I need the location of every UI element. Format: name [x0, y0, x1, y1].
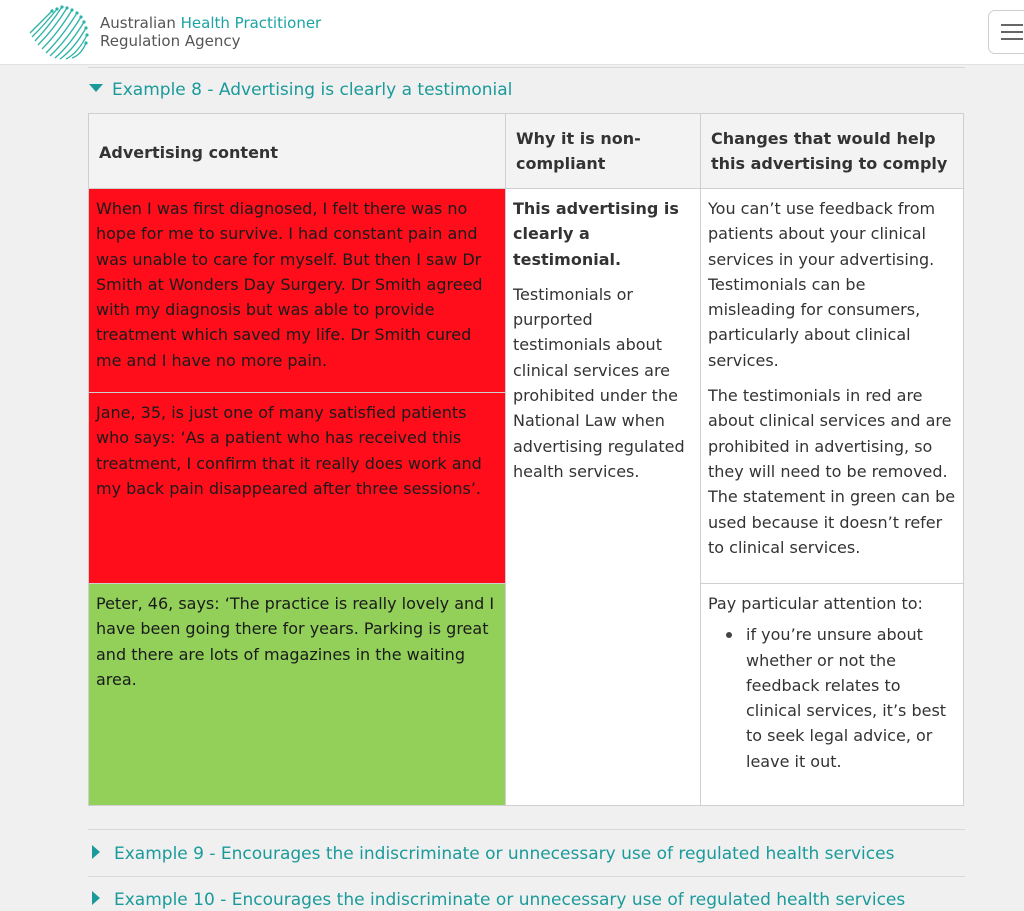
why-explanation-text: Testimonials or purported testimonials about clinical services are prohibited under the National Law when advertising regulated health services.: [513, 284, 685, 481]
example-8-table: [88, 113, 964, 806]
accordion-example-8[interactable]: [89, 79, 512, 101]
caret-right-icon: [92, 845, 100, 859]
hamburger-menu-icon: [1001, 24, 1023, 26]
column-divider: [700, 114, 701, 805]
header-advertising-content: [89, 114, 505, 188]
row-divider: [89, 188, 963, 189]
accordion-title-example-10: Example 10 - Encourages the indiscriminate or unnecessary use of regulated health services: [114, 890, 906, 910]
changes-paragraph-1: You can’t use feedback from patients about your clinical services in your advertising. Testimonials can be misleading for consumers, particularly about clinical services.: [708, 199, 936, 370]
row-divider: [89, 583, 505, 584]
divider: [88, 876, 965, 877]
testimonial-red-2: [89, 393, 505, 583]
hamburger-menu-button[interactable]: [988, 10, 1024, 54]
logo-text[interactable]: [100, 14, 321, 50]
caret-down-icon: [89, 84, 103, 92]
logo-line2: Regulation Agency: [100, 32, 241, 50]
attention-list: [708, 622, 955, 774]
ahpra-logo-icon[interactable]: [22, 3, 102, 61]
divider: [88, 829, 965, 830]
header-why-non-compliant: [506, 114, 700, 188]
row-divider: [89, 392, 505, 393]
testimonial-red-1: [89, 189, 505, 392]
divider: [88, 67, 965, 68]
header-changes-label: Changes that would help this advertising to comply: [711, 129, 948, 173]
testimonial-red-1-text: When I was first diagnosed, I felt there was no hope for me to survive. I had constant pain and was unable to care for myself. But then I saw Dr Smith at Wonders Day Surgery. Dr Smith agreed with my diagnosis but was able to provide treatment which saved my life. Dr Smith cured me and I have no more pain.: [96, 199, 483, 370]
header-why-label: Why it is non-compliant: [516, 129, 641, 173]
testimonial-green: [89, 584, 505, 805]
accordion-title-example-8: Example 8 - Advertising is clearly a testimonial: [112, 80, 513, 100]
caret-right-icon: [92, 891, 100, 905]
logo-line1-prefix: Australian: [100, 14, 176, 32]
header-advertising-content-label: Advertising content: [99, 143, 278, 162]
accordion-example-9[interactable]: [92, 843, 894, 865]
why-bold-text: This advertising is clearly a testimonial.: [513, 199, 679, 269]
changes-paragraph-2: The testimonials in red are about clinical services and are prohibited in advertising, so they will need to be removed. The statement in green can be used because it doesn’t refer to clinical services.: [708, 386, 956, 557]
hamburger-line: [1001, 38, 1023, 40]
changes-cell: [701, 189, 963, 583]
why-non-compliant-cell: [506, 189, 700, 805]
attention-intro: Pay particular attention to:: [708, 594, 923, 613]
accordion-example-10[interactable]: [92, 889, 905, 911]
row-divider: [701, 583, 963, 584]
header-changes: [701, 114, 963, 188]
accordion-title-example-9: Example 9 - Encourages the indiscriminate or unnecessary use of regulated health services: [114, 844, 895, 864]
logo-line1-highlight: Health Practitioner: [180, 14, 322, 32]
testimonial-green-text: Peter, 46, says: ‘The practice is really lovely and I have been going there for years. Parking is great and there are lots of magazines in the waiting area.: [96, 594, 495, 689]
hamburger-line: [1001, 31, 1023, 33]
site-header: [0, 0, 1024, 65]
column-divider: [505, 114, 506, 805]
attention-bullet: if you’re unsure about whether or not the feedback relates to clinical services, it’s best to seek legal advice, or leave it out.: [746, 622, 955, 774]
testimonial-red-2-text: Jane, 35, is just one of many satisfied patients who says: ‘As a patient who has received this treatment, I confirm that it really does work and my back pain disappeared after three sessions’.: [96, 403, 482, 498]
attention-cell: [701, 584, 963, 805]
